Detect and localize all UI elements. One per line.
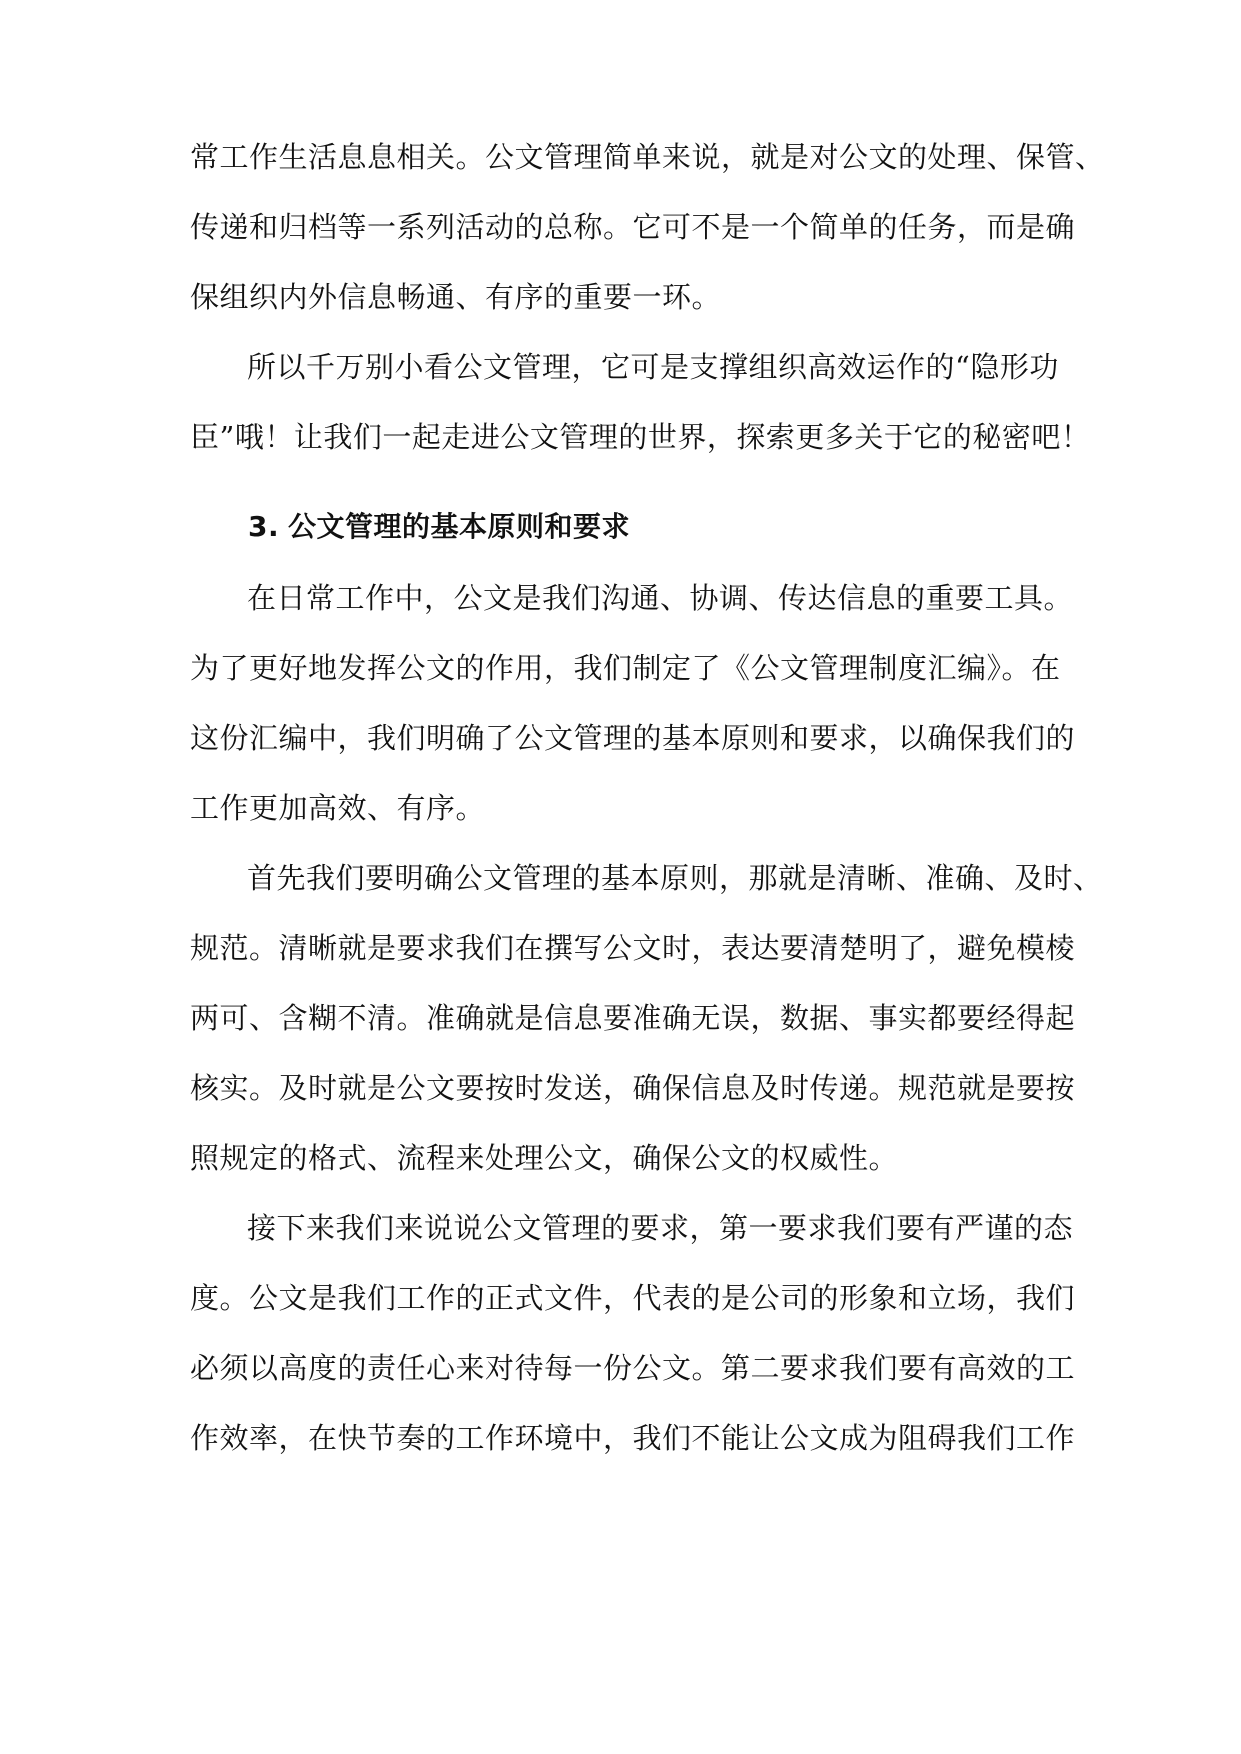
section-title: 公文管理的基本原则和要求 xyxy=(288,510,631,543)
paragraph-4-line-1: 首先我们要明确公文管理的基本原则，那就是清晰、准确、及时、 xyxy=(247,861,1103,895)
paragraph-4-line-4: 核实。及时就是公文要按时发送，确保信息及时传递。规范就是要按 xyxy=(190,1071,1076,1105)
paragraph-1-line-2: 传递和归档等一系列活动的总称。它可不是一个简单的任务，而是确 xyxy=(190,210,1076,244)
paragraph-2-line-2: 臣”哦！让我们一起走进公文管理的世界，探索更多关于它的秘密吧！ xyxy=(190,420,1091,454)
paragraph-5-line-3: 必须以高度的责任心来对待每一份公文。第二要求我们要有高效的工 xyxy=(190,1351,1076,1385)
paragraph-5-line-4: 作效率，在快节奏的工作环境中，我们不能让公文成为阻碍我们工作 xyxy=(190,1421,1076,1455)
paragraph-3-line-1: 在日常工作中，公文是我们沟通、协调、传达信息的重要工具。 xyxy=(247,581,1074,615)
section-heading xyxy=(248,507,1118,547)
paragraph-4-line-5: 照规定的格式、流程来处理公文，确保公文的权威性。 xyxy=(190,1141,899,1175)
paragraph-3-line-2: 为了更好地发挥公文的作用，我们制定了《公文管理制度汇编》。在 xyxy=(190,651,1061,685)
paragraph-3-line-3: 这份汇编中，我们明确了公文管理的基本原则和要求，以确保我们的 xyxy=(190,721,1076,755)
paragraph-1-line-3: 保组织内外信息畅通、有序的重要一环。 xyxy=(190,280,722,314)
paragraph-2-line-1: 所以千万别小看公文管理，它可是支撑组织高效运作的“隐形功 xyxy=(247,350,1059,384)
paragraph-3-line-4: 工作更加高效、有序。 xyxy=(190,791,486,825)
paragraph-5-line-1: 接下来我们来说说公文管理的要求，第一要求我们要有严谨的态 xyxy=(247,1211,1074,1245)
section-number: 3. xyxy=(248,510,280,543)
paragraph-4-line-3: 两可、含糊不清。准确就是信息要准确无误，数据、事实都要经得起 xyxy=(190,1001,1076,1035)
paragraph-4-line-2: 规范。清晰就是要求我们在撰写公文时，表达要清楚明了，避免模棱 xyxy=(190,931,1076,965)
paragraph-5-line-2: 度。公文是我们工作的正式文件，代表的是公司的形象和立场，我们 xyxy=(190,1281,1076,1315)
paragraph-1-line-1: 常工作生活息息相关。公文管理简单来说，就是对公文的处理、保管、 xyxy=(190,140,1105,174)
